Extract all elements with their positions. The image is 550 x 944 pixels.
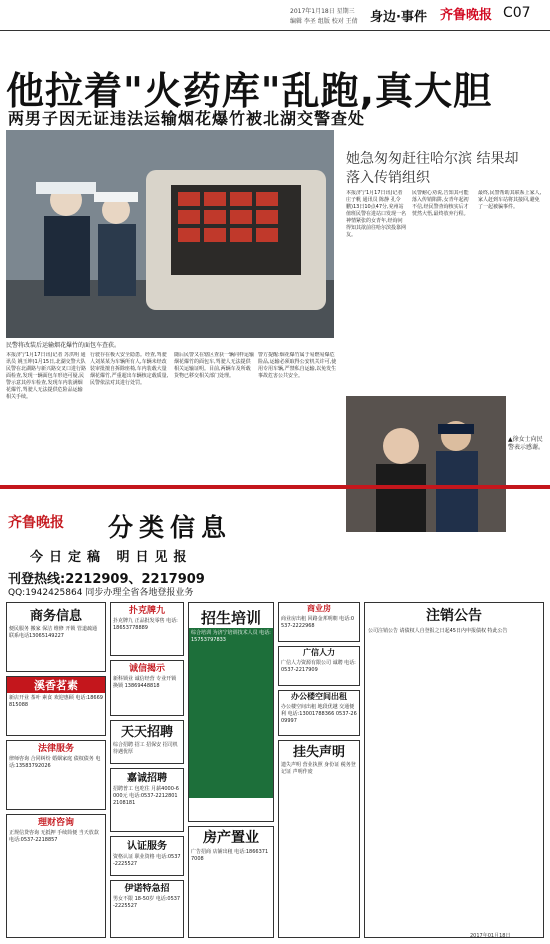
article-photo <box>6 130 334 338</box>
sidebar-column-3: 最终,民警帮助其联系上家人,家人赶到车站将其接回,避免了一起被骗事件。 <box>478 190 542 210</box>
ad-box-finance <box>6 814 106 938</box>
ad-body: 新科锁业 诚信经营 专业开锁换锁 13869448818 <box>113 676 177 689</box>
ad-body: 新店开业 茶叶 素食 欢迎惠顾 电话:18669815088 <box>9 695 103 708</box>
ad-box-tea <box>6 676 106 736</box>
ad-body: 律师咨询 合同纠纷 婚姻家庭 债权债务 电话:13583792026 <box>9 756 101 769</box>
ad-category: 扑克牌九 <box>128 606 165 616</box>
sidebar-headline: 她急匆匆赶往哈尔滨 结果却落入传销组织 <box>346 151 519 186</box>
ad-body: 商业房出租 回路金邦明朝 电话:0537-2222968 <box>281 616 355 629</box>
article-column-2: 行驶存在极大安全隐患。经查,驾驶人刘某某为车辆所有人,车辆未经改装审批擅自拆除座椅,车内装载大量烟花爆竹,严重超出车辆核定载质量,民警依法对其进行处罚。 <box>90 352 169 386</box>
ad-body: 综合招聘 招工 招保安 招司机 待遇优厚 <box>113 742 178 755</box>
ad-category: 房产置业 <box>203 830 259 846</box>
ad-box-jiacheng <box>110 768 184 832</box>
ad-category: 伊诺特急招 <box>124 884 170 894</box>
ad-category: 商业房 <box>307 604 331 613</box>
ad-body: 男女不限 18-50岁 电话:0537-2225527 <box>113 896 181 909</box>
page-number: C07 <box>503 5 531 21</box>
article-subhead: 两男子因无证违法运输烟花爆竹被北湖交警查处 <box>8 109 366 128</box>
header-rule <box>0 30 550 31</box>
police-van-illustration <box>6 130 334 338</box>
ad-body: 综合培训 为济宁培训技术人员 电话:15753797833 <box>189 628 273 798</box>
ads-logo: 齐鲁晚报 <box>8 515 64 531</box>
sidebar-column-2: 民警耐心劝说,告知其可能落入传销陷阱,女青年起初不信,经民警查询核实后才恍然大悟,最终放弃行程。 <box>412 190 469 217</box>
ads-footer-date: 2017年01月18日 <box>470 933 511 939</box>
ads-phone: 刊登热线:2212909、2217909 <box>8 572 205 587</box>
ads-qq: QQ:1942425864 同步办理全省各地登报业务 <box>8 588 194 598</box>
people-illustration <box>346 396 506 532</box>
article-column-4: 警方提醒:烟花爆竹属于易燃易爆危险品,运输必须取得公安机关许可,使用专用车辆,严禁私自运输,以免发生事故危害公共安全。 <box>258 352 337 379</box>
ad-body: 扑克牌九 正品批发零售 电话:18653778889 <box>113 618 178 631</box>
ad-body: 办公楼空间出租 地段优越 交通便利 电话:13001788366 0537-2609997 <box>281 704 357 724</box>
sidebar-caption: ▲徐女士向民警表示感谢。 <box>508 436 545 451</box>
ad-box-commerce <box>6 602 106 672</box>
header-date: 2017年1月18日 星期三 <box>290 8 355 15</box>
ad-category: 诚信揭示 <box>128 664 165 674</box>
sidebar-column-1: 本报济宁1月17日讯(记者 庄子帆 通讯员 陈静 孔令鹏)13日10点47分,兖州站值班民警在进站口发现一名神情紧张的女青年,经询问得知其欲前往哈尔滨投靠网友。 <box>346 190 406 238</box>
ad-body: 遗失声明 营业执照 身份证 税务登记证 声明作废 <box>281 762 356 775</box>
ad-category: 嘉诚招聘 <box>127 773 167 784</box>
ad-category: 认证服务 <box>127 841 167 852</box>
ad-box-poker <box>110 602 184 656</box>
ad-body: 资格认证 职业资格 电话:0537-2225527 <box>113 854 181 867</box>
ad-category: 挂失声明 <box>292 745 345 760</box>
ad-category: 办公楼空间出租 <box>291 692 347 701</box>
ad-box-certification <box>110 836 184 876</box>
ad-box-office <box>278 690 360 736</box>
ad-box-guangxin <box>278 646 360 686</box>
ad-category: 法律服务 <box>37 744 74 754</box>
ads-divider <box>0 485 550 489</box>
ads-slogan: 今日定稿 明日见报 <box>30 550 193 565</box>
ad-body: 招聘普工 包吃住 月薪4000-6000元 电话:0537-2212801 2108181 <box>113 786 179 806</box>
sidebar-photo <box>346 396 506 532</box>
section-title: 身边·事件 <box>370 10 427 25</box>
article-headline: 他拉着"火药库"乱跑,真大胆 <box>6 69 493 113</box>
article-column-1: 本报济宁1月17日讯(记者 苏洪明 通讯员 姚玉坤)1月15日,北湖交警大队民警在北湖路与新兴路交叉口进行路面检查,发现一辆面包车形迹可疑,民警示意其停车检查,发现车内装满烟花爆竹,驾驶人无法提供危险品运输相关手续。 <box>6 352 86 400</box>
ad-box-property <box>188 826 274 938</box>
ad-category: 商务信息 <box>29 609 82 624</box>
ad-box-commercial-house <box>278 602 360 642</box>
ad-box-training <box>188 602 274 822</box>
newspaper-logo: 齐鲁晚报 <box>440 8 493 23</box>
ad-category: 溪香茗素 <box>7 677 105 693</box>
ad-box-recruit <box>110 720 184 764</box>
ad-box-legal <box>6 740 106 810</box>
ad-category: 广信人力 <box>303 648 335 657</box>
ad-category: 天天招聘 <box>120 725 173 740</box>
ad-box-lost-notice <box>278 740 360 938</box>
ad-box-integrity <box>110 660 184 716</box>
header-editors: 编辑 李圣 组版 校对 王倩 <box>290 18 358 25</box>
ad-category: 招生培训 <box>200 609 261 627</box>
ad-category: 理财咨询 <box>37 818 74 828</box>
article-column-3: 随后民警又在辖区查获一辆同样运输烟花爆竹的面包车,驾驶人无法提供相关运输证明。目前,两辆车及所载货物已移交相关部门处理。 <box>174 352 254 379</box>
photo-caption: 民警将改装后运输烟花爆竹的面包车查获。 <box>6 342 121 349</box>
ad-box-cancellation <box>364 602 544 938</box>
ads-title: 分类信息 <box>108 513 233 542</box>
ad-body: 便民服务 搬家 保洁 维修 开锁 管道疏通 联系电话13065149227 <box>9 626 97 639</box>
ad-body: 广信人力资源有限公司 诚聘 电话:0537-2217909 <box>281 660 356 673</box>
ad-box-yinuo <box>110 880 184 938</box>
ad-body: 广告招商 店铺出租 电话:18663717008 <box>191 849 269 862</box>
ad-body: 公司注销公告 请债权人自登报之日起45日内申报债权 特此公告 <box>368 628 508 634</box>
ad-category: 注销公告 <box>426 608 482 624</box>
ad-body: 正规信贷咨询 无抵押 手续简便 当天放款 电话:0537-2218857 <box>9 830 99 843</box>
